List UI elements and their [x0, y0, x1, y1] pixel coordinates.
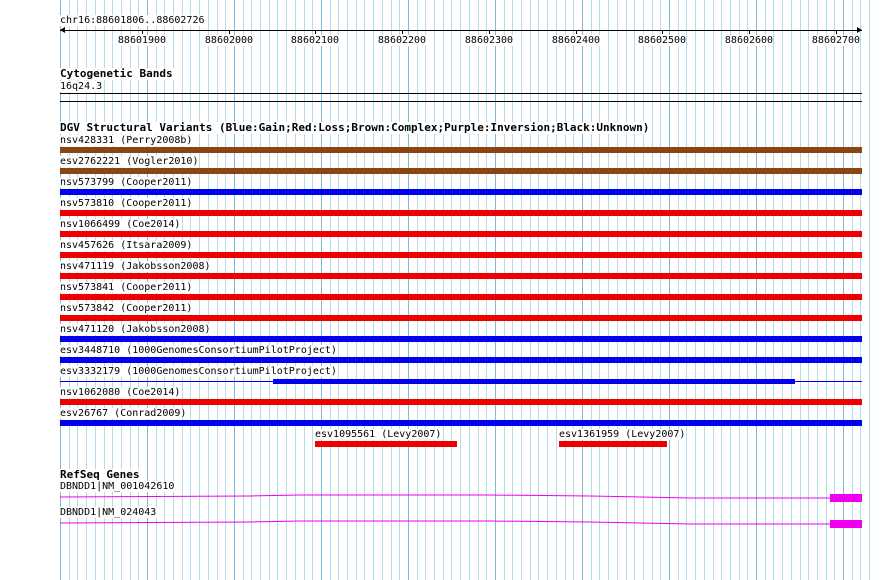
dgv-variant-label[interactable]: nsv457626 (Itsara2009)	[60, 240, 193, 251]
gene-exon-block	[830, 520, 862, 528]
ruler-tick-label: 88602000	[204, 35, 254, 46]
dgv-variant-label[interactable]: nsv573841 (Cooper2011)	[60, 282, 193, 293]
dgv-variant-label[interactable]: esv3448710 (1000GenomesConsortiumPilotProject)	[60, 345, 337, 356]
dgv-variant-label[interactable]: nsv573842 (Cooper2011)	[60, 303, 193, 314]
ruler-tick-label: 88602300	[464, 35, 514, 46]
ruler-tick-label: 88602600	[724, 35, 774, 46]
dgv-variant-label[interactable]: nsv471120 (Jakobsson2008)	[60, 324, 211, 335]
dgv-variant-label[interactable]: esv26767 (Conrad2009)	[60, 408, 187, 419]
location-label: chr16:88601806..88602726	[60, 15, 205, 26]
refseq-track-title: RefSeq Genes	[60, 468, 140, 481]
ruler-tick-label: 88602700	[811, 35, 861, 46]
ruler-tick-label: 88602400	[551, 35, 601, 46]
cytoband-track-title: Cytogenetic Bands	[60, 67, 173, 80]
dgv-variant-label[interactable]: nsv1066499 (Coe2014)	[60, 219, 181, 230]
refseq-gene-label[interactable]: DBNDD1|NM_024043	[60, 507, 157, 518]
dgv-variant-label[interactable]: esv1361959 (Levy2007)	[559, 429, 686, 440]
dgv-variant-label[interactable]: nsv573799 (Cooper2011)	[60, 177, 193, 188]
dgv-variant-label[interactable]: nsv1062080 (Coe2014)	[60, 387, 181, 398]
ruler-tick-label: 88602500	[637, 35, 687, 46]
dgv-variant-label[interactable]: esv2762221 (Vogler2010)	[60, 156, 199, 167]
ruler-tick-label: 88601900	[117, 35, 167, 46]
dgv-variant-label[interactable]: esv1095561 (Levy2007)	[315, 429, 442, 440]
ruler-tick-label: 88602200	[377, 35, 427, 46]
dgv-variant-label[interactable]: nsv573810 (Cooper2011)	[60, 198, 193, 209]
gene-intron-line	[60, 521, 830, 524]
dgv-variant-label[interactable]: esv3332179 (1000GenomesConsortiumPilotProject)	[60, 366, 337, 377]
dgv-variant-label[interactable]: nsv428331 (Perry2008b)	[60, 135, 193, 146]
cytoband-label: 16q24.3	[60, 81, 103, 92]
refseq-gene-label[interactable]: DBNDD1|NM_001042610	[60, 481, 175, 492]
dgv-variant-label[interactable]: nsv471119 (Jakobsson2008)	[60, 261, 211, 272]
ruler-tick-label: 88602100	[290, 35, 340, 46]
dgv-track-title: DGV Structural Variants (Blue:Gain;Red:Loss;Brown:Complex;Purple:Inversion;Black:Unknown)	[60, 121, 650, 134]
